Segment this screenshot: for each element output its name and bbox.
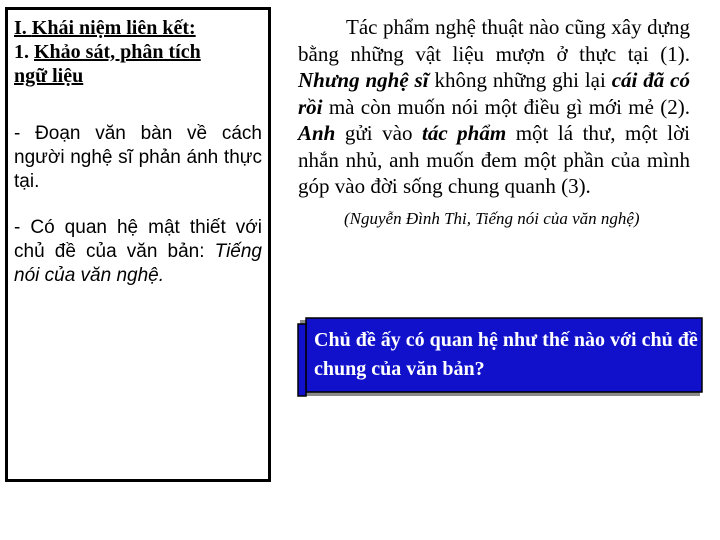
emphasis-anh: Anh: [298, 121, 336, 145]
sentence-2-part: không những ghi lại: [428, 68, 612, 92]
subsection-number: 1.: [14, 41, 34, 63]
emphasis-nghe-si: Nhưng nghệ sĩ: [298, 68, 429, 92]
emphasis-tac-pham: tác phẩm: [421, 121, 507, 145]
passage: [298, 14, 690, 232]
banner-fold: [298, 324, 306, 396]
passage-source: [298, 206, 690, 233]
note-point-2-text: - Có quan hệ mật thiết với chủ đề của văn bản:: [14, 217, 262, 262]
sentence-2-end: mà còn muốn nói một điều gì mới mẻ (2).: [322, 94, 690, 119]
note-point-2: [14, 216, 262, 288]
passage-body: [298, 14, 690, 200]
emphasis-cai-da-co: cái đã có rồi: [298, 68, 690, 119]
notes-panel: [5, 7, 271, 482]
note-point-2-title: Tiếng nói của văn nghệ.: [14, 241, 262, 286]
sentence-1: Tác phẩm nghệ thuật nào cũng xây dựng bằng những vật liệu mượn ở thực tại (1).: [298, 15, 690, 66]
source-citation: (Nguyễn Đình Thi, Tiếng nói của văn nghệ): [344, 208, 640, 228]
note-point-1: - Đoạn văn bàn về cách người nghệ sĩ phản ánh thực tại.: [14, 123, 262, 192]
sentence-3-end: một lá thư, một lời nhắn nhủ, anh muốn đem một phần của mình góp vào đời sống chung quanh (3).: [298, 121, 691, 198]
subsection-heading: [14, 40, 262, 88]
question-banner: [296, 316, 704, 400]
subsection-title-line2: ngữ liệu: [14, 65, 84, 87]
heading-title: Khái niệm liên kết:: [31, 17, 196, 39]
subsection-title-line1: Khảo sát, phân tích: [34, 41, 201, 63]
heading-prefix: I.: [14, 17, 32, 39]
sentence-3-part: gửi vào: [335, 121, 422, 145]
question-text: Chủ đề ấy có quan hệ như thế nào với chủ đề chung của văn bản?: [314, 329, 698, 380]
section-heading: [14, 16, 262, 40]
